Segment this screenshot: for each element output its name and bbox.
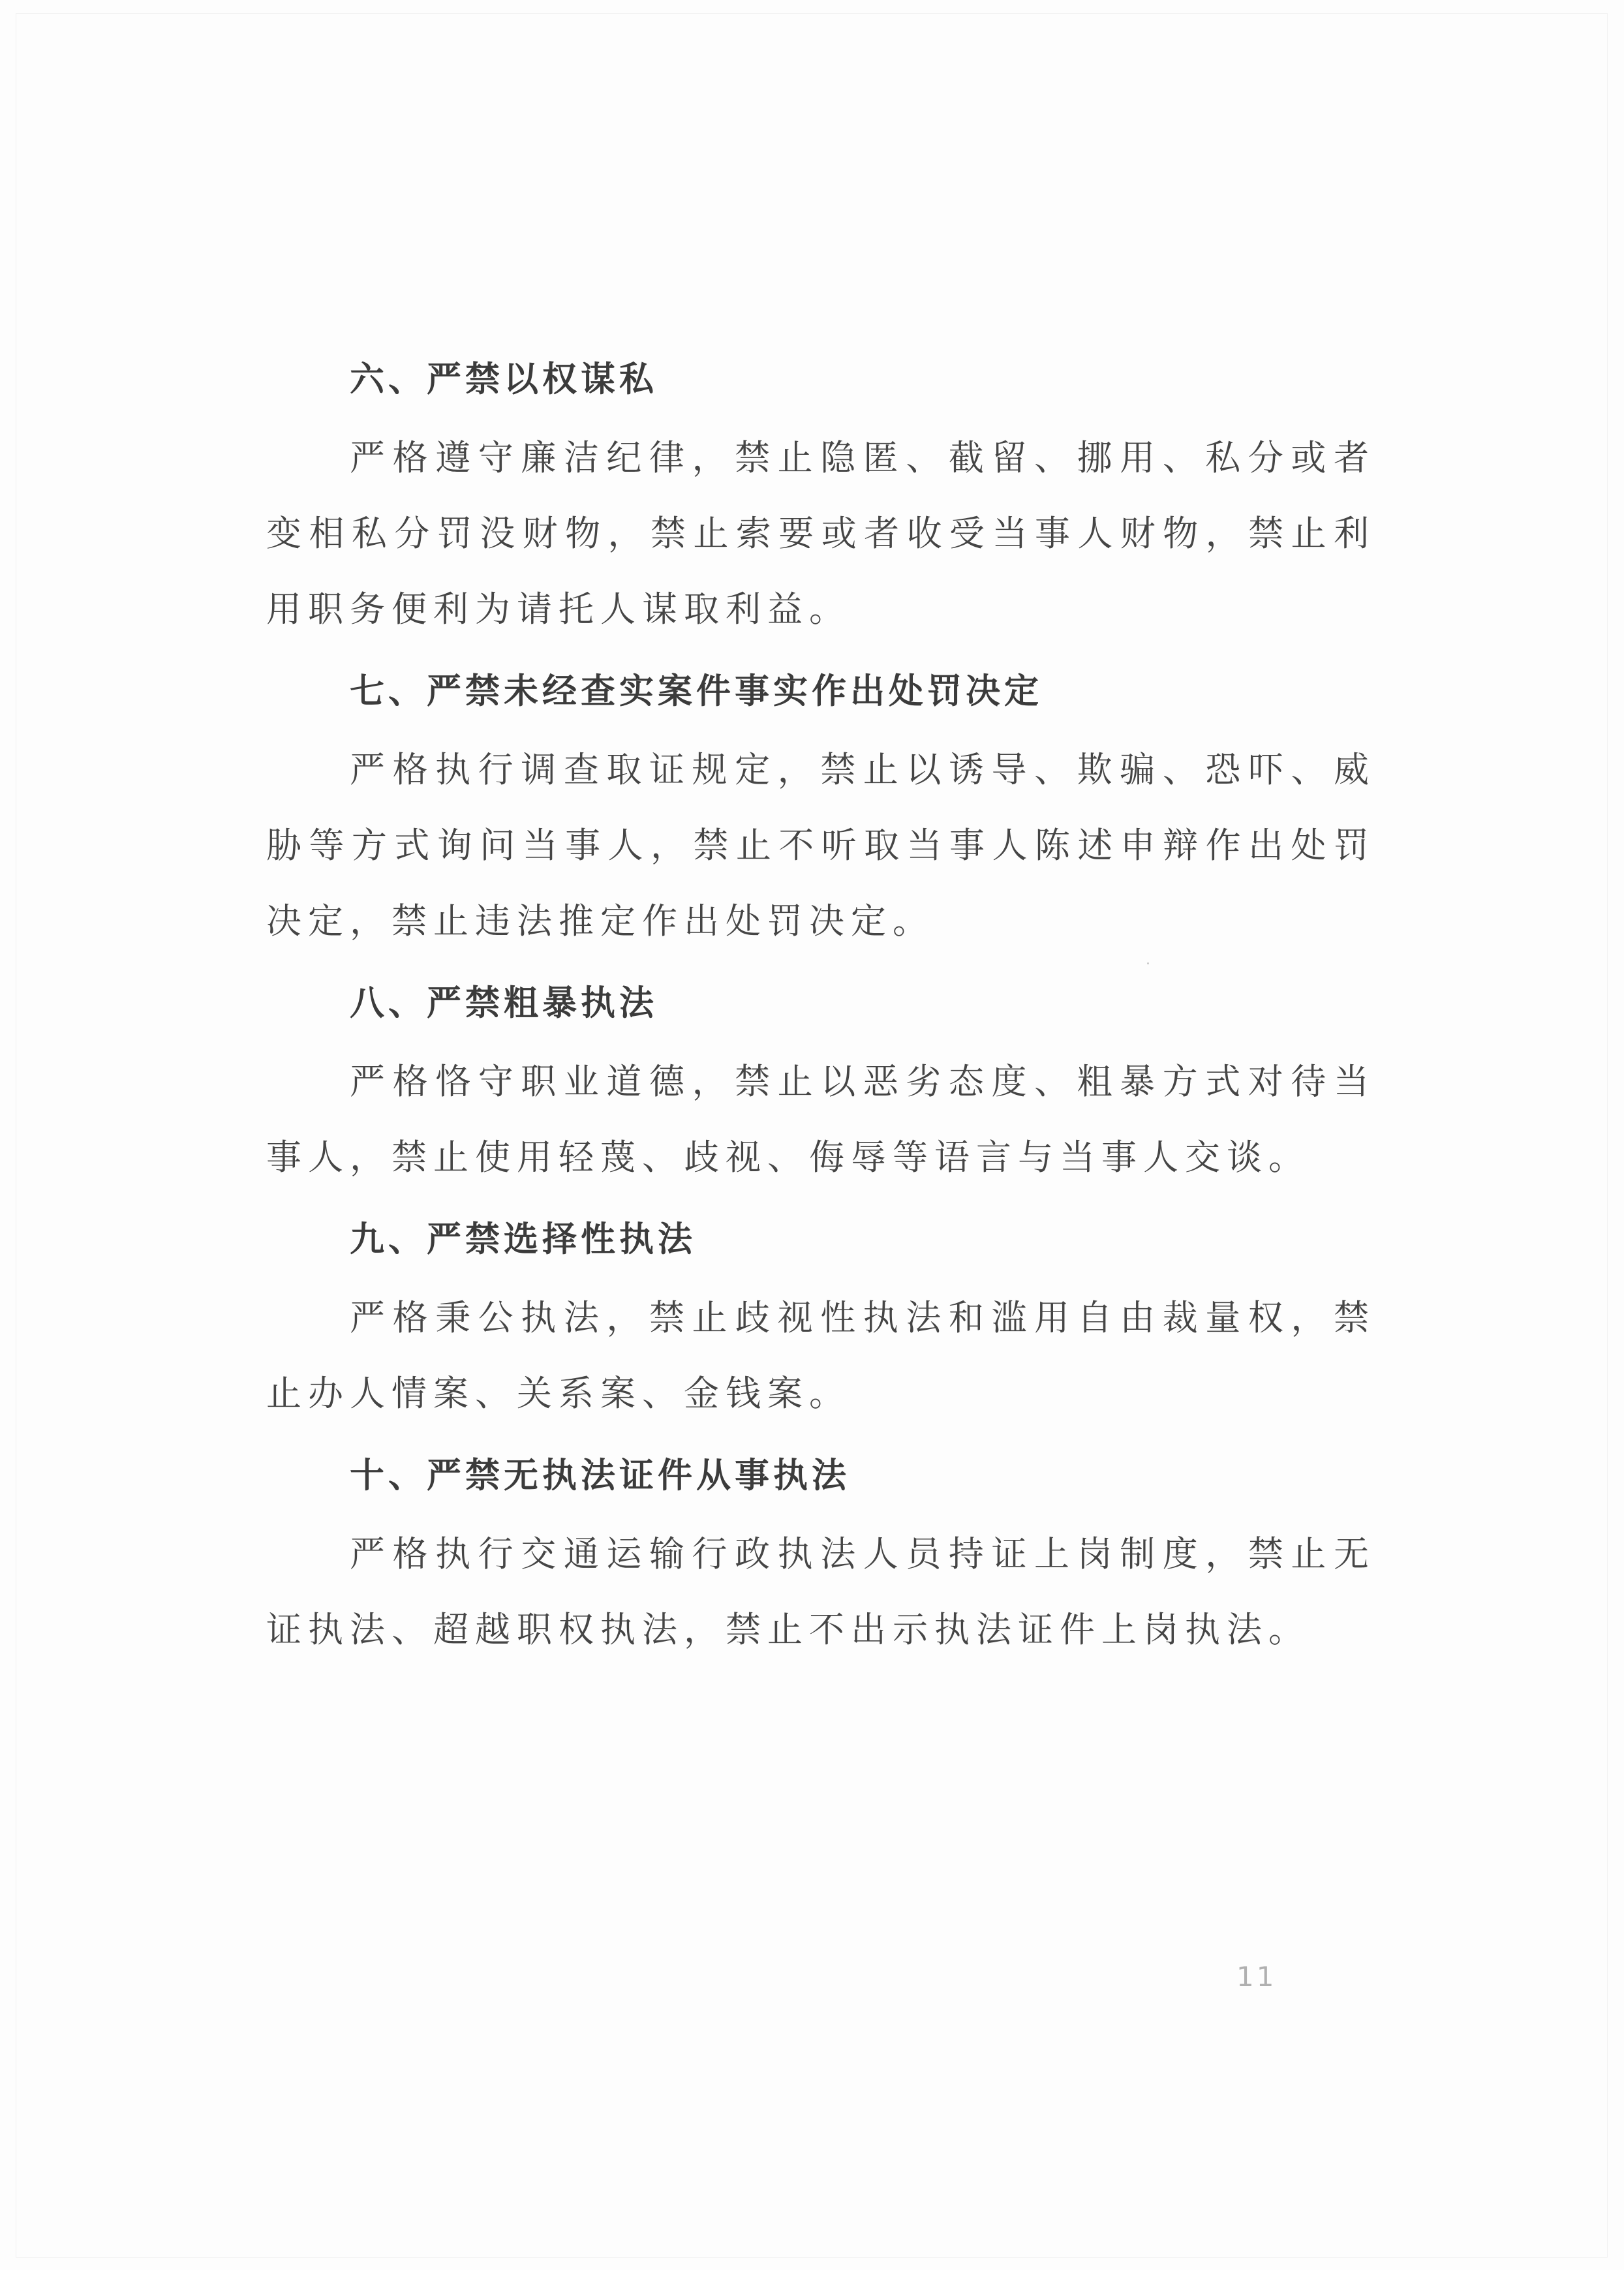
section-heading: 八、严禁粗暴执法 bbox=[350, 983, 658, 1023]
section-heading: 九、严禁选择性执法 bbox=[350, 1219, 696, 1259]
section-heading: 七、严禁未经查实案件事实作出处罚决定 bbox=[350, 671, 1043, 711]
section-7 bbox=[266, 651, 1375, 959]
section-9 bbox=[266, 1199, 1375, 1432]
section-heading: 十、严禁无执法证件从事执法 bbox=[350, 1456, 850, 1495]
scan-speck bbox=[1147, 962, 1149, 964]
section-paragraph: 严格执行交通运输行政执法人员持证上岗制度，禁止无证执法、超越职权执法，禁止不出示执法证件上岗执法。 bbox=[266, 1533, 1375, 1650]
section-paragraph: 严格执行调查取证规定，禁止以诱导、欺骗、恐吓、威胁等方式询问当事人，禁止不听取当事人陈述申辩作出处罚决定，禁止违法推定作出处罚决定。 bbox=[266, 749, 1375, 942]
page-number: 11 bbox=[1236, 1961, 1277, 1993]
section-heading: 六、严禁以权谋私 bbox=[350, 360, 658, 399]
document-body bbox=[266, 339, 1375, 1668]
section-6 bbox=[266, 339, 1375, 647]
section-8 bbox=[266, 963, 1375, 1195]
section-paragraph: 严格遵守廉洁纪律，禁止隐匿、截留、挪用、私分或者变相私分罚没财物，禁止索要或者收受当事人财物，禁止利用职务便利为请托人谋取利益。 bbox=[266, 437, 1375, 630]
section-paragraph: 严格秉公执法，禁止歧视性执法和滥用自由裁量权，禁止办人情案、关系案、金钱案。 bbox=[266, 1297, 1375, 1414]
section-10 bbox=[266, 1435, 1375, 1668]
section-paragraph: 严格恪守职业道德，禁止以恶劣态度、粗暴方式对待当事人，禁止使用轻蔑、歧视、侮辱等语言与当事人交谈。 bbox=[266, 1061, 1375, 1178]
